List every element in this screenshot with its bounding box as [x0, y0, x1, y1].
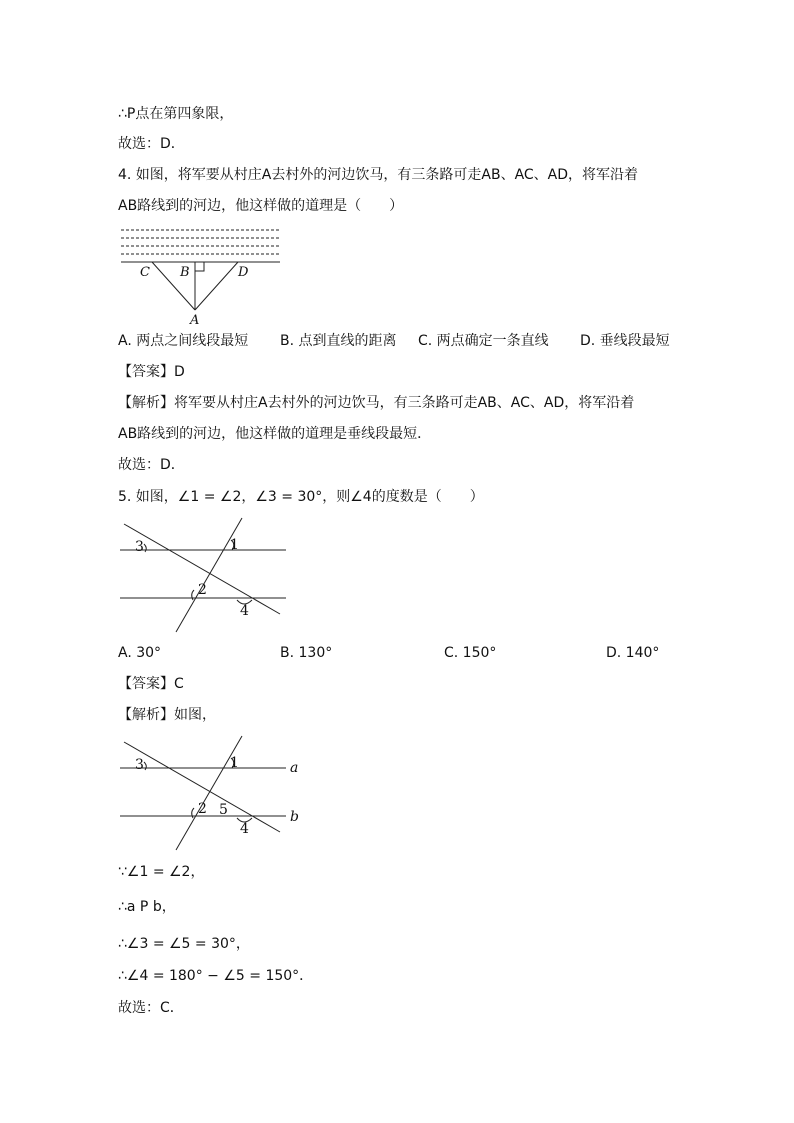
angles-figure-labeled	[118, 734, 318, 852]
line-b-label: b	[290, 809, 299, 825]
therefore-line: ∴a P b，	[118, 899, 176, 915]
question-4-stem: 4. 如图，将军要从村庄A去村外的河边饮马，有三条路可走AB、AC、AD，将军沿着	[118, 167, 639, 183]
label-b: B	[180, 265, 190, 280]
label-d: D	[238, 265, 249, 280]
question-4-stem: AB路线到的河边，他这样做的道理是（ ）	[118, 198, 404, 214]
text-line: ∴P点在第四象限，	[118, 106, 234, 122]
angle-4-label: 4	[240, 821, 249, 837]
option-a: A. 30°	[118, 645, 162, 661]
angle-1-label: 1	[230, 537, 239, 553]
angle-4-label: 4	[240, 603, 249, 619]
option-d: D. 140°	[606, 645, 660, 661]
answer-line: 【答案】C	[118, 676, 184, 692]
angle-5-label: 5	[219, 802, 228, 818]
therefore-line: ∴∠3 = ∠5 = 30°，	[118, 936, 250, 952]
text-line: 故选：D．	[118, 457, 185, 473]
text-line: 故选：C．	[118, 1000, 184, 1016]
angle-3-label: 3	[135, 539, 144, 555]
angle-2-label: 2	[198, 801, 207, 817]
therefore-line: ∴∠4 = 180° − ∠5 = 150°．	[118, 968, 314, 984]
analysis-line: AB路线到的河边，他这样做的道理是垂线段最短．	[118, 426, 432, 442]
option-c: C. 两点确定一条直线	[418, 333, 549, 349]
analysis-line: 【解析】如图，	[118, 707, 216, 723]
option-b: B. 点到直线的距离	[280, 333, 397, 349]
angle-1-label: 1	[230, 755, 239, 771]
label-a: A	[190, 313, 200, 328]
analysis-line: 【解析】将军要从村庄A去村外的河边饮马，有三条路可走AB、AC、AD，将军沿着	[118, 395, 635, 411]
option-a: A. 两点之间线段最短	[118, 333, 249, 349]
line-a-label: a	[290, 760, 299, 776]
because-line: ∵∠1 = ∠2，	[118, 864, 205, 880]
angles-figure	[118, 514, 298, 634]
label-c: C	[140, 265, 150, 280]
question-5-stem: 5. 如图，∠1 = ∠2，∠3 = 30°，则∠4的度数是（ ）	[118, 489, 484, 505]
option-c: C. 150°	[444, 645, 497, 661]
angle-2-label: 2	[198, 582, 207, 598]
answer-line: 【答案】D	[118, 364, 185, 380]
option-b: B. 130°	[280, 645, 333, 661]
text-line: 故选：D．	[118, 136, 185, 152]
river-figure	[118, 224, 288, 328]
option-d: D. 垂线段最短	[580, 333, 670, 349]
angle-3-label: 3	[135, 757, 144, 773]
